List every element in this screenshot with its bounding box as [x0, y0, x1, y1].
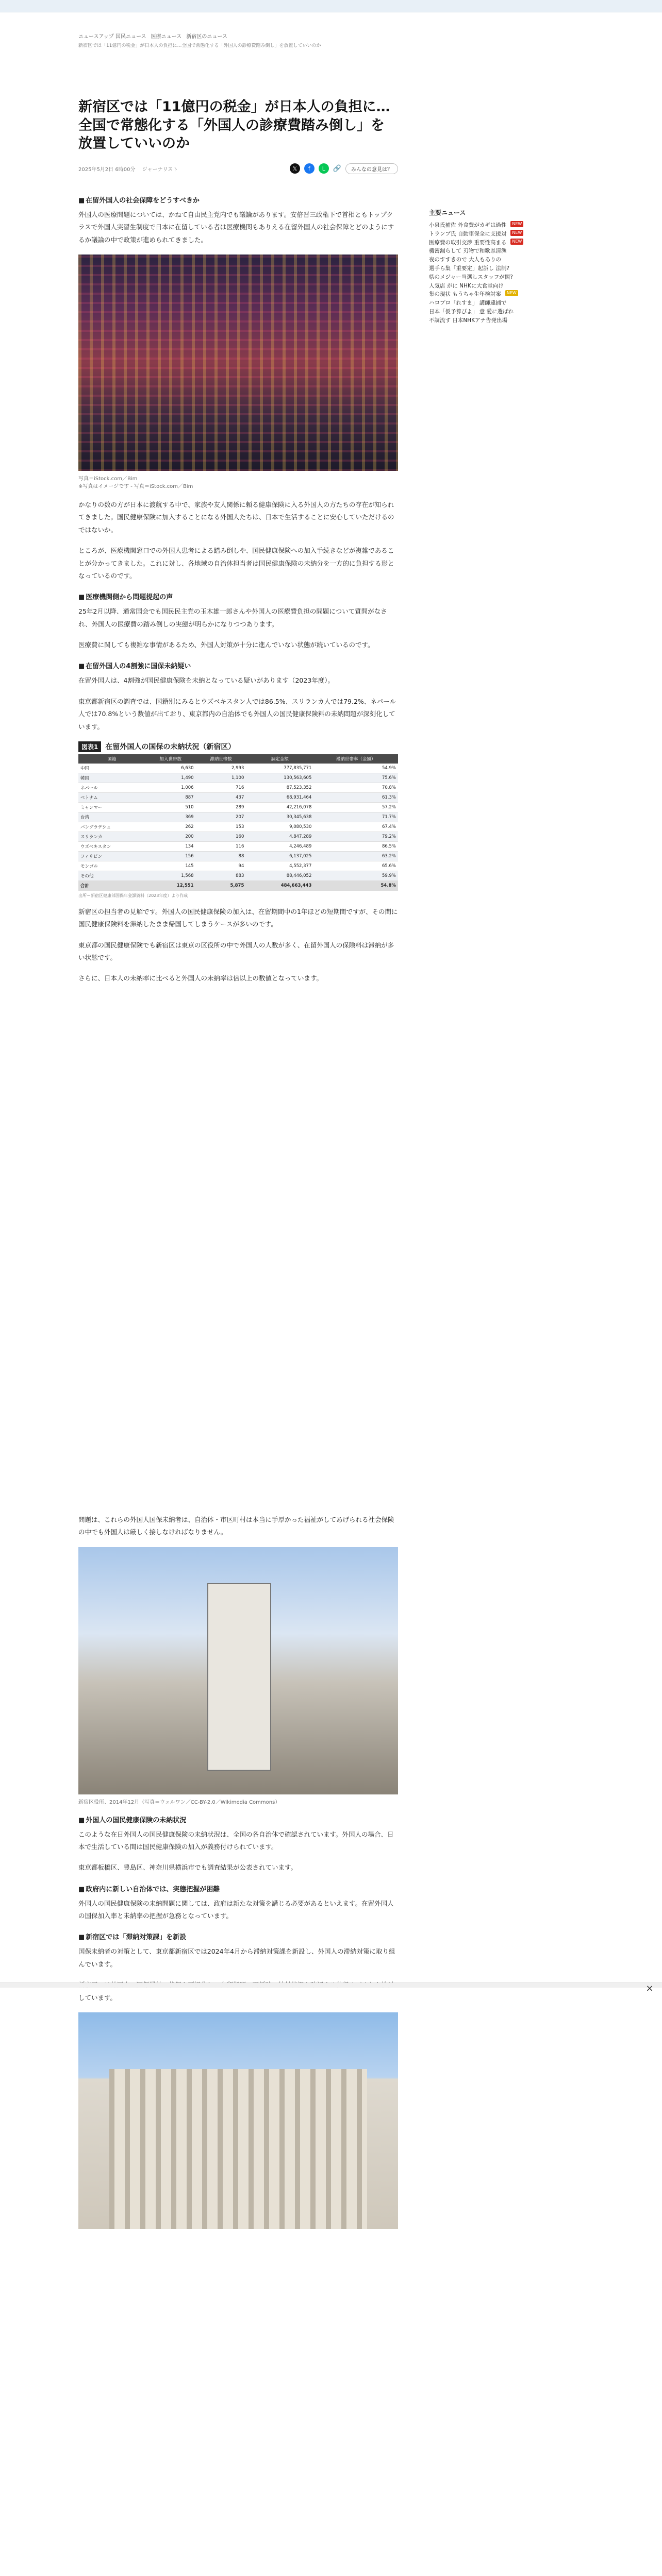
table-cell: 207 [196, 812, 246, 822]
comment-button[interactable]: みんなの意見は？ [345, 163, 398, 174]
sidebar-news-item[interactable] [429, 264, 553, 273]
table-cell: 86.5% [313, 841, 398, 851]
table-row [78, 773, 398, 783]
breadcrumb-item[interactable]: 医療ニュース [151, 34, 182, 40]
sidebar [429, 208, 553, 325]
table-cell: ネパール [78, 783, 145, 792]
news-item-text: 県のメジャー当選しスタッフが関? [429, 274, 513, 280]
figure-title: 在留外国人の国保の未納状況（新宿区） [105, 743, 236, 752]
table-cell: 200 [145, 832, 196, 841]
paragraph: 東京都新宿区の調査では、国籍別にみるとウズベキスタン人では86.5%、スリランカ人では79.2%、ネパール人では70.8%という数値が出ており、東京都内の自治体でも外国人の国民健康保険料の未納問題が深刻化しています。 [78, 697, 396, 731]
figure-heading [78, 741, 398, 752]
table-cell: 61.3% [313, 792, 398, 802]
table-cell: 合計 [78, 880, 145, 890]
table-cell: 883 [196, 871, 246, 880]
table-cell: 57.2% [313, 802, 398, 812]
paragraph: 東京都板橋区、豊島区、神奈川県横浜市でも調査結果が公表されています。 [78, 1863, 297, 1872]
table-cell: フィリピン [78, 851, 145, 861]
table-cell: 134 [145, 841, 196, 851]
table-cell: 437 [196, 792, 246, 802]
sidebar-news-item[interactable] [429, 273, 553, 282]
paragraph: 医療費に関しても複雑な事情があるため、外国人対策が十分に進んでいない状態が続いているのです。 [78, 641, 374, 649]
close-icon[interactable]: × [646, 1983, 654, 1994]
table-cell: スリランカ [78, 832, 145, 841]
table-cell: 6,137,025 [246, 851, 313, 861]
table-cell: 54.9% [313, 764, 398, 773]
breadcrumb-item[interactable]: 新宿区のニュース [186, 34, 227, 40]
table-cell: 70.8% [313, 783, 398, 792]
section-heading: ■ 在留外国人の4割強に国保未納疑い [78, 660, 398, 670]
table-cell: 145 [145, 861, 196, 871]
table-cell: 777,835,771 [246, 764, 313, 773]
section-heading: ■ 医療機関側から問題提起の声 [78, 591, 398, 601]
news-item-text: 機密漏らして 刃物で和歌県清漁 [429, 248, 507, 255]
table-cell: 71.7% [313, 812, 398, 822]
table-cell: 87,523,352 [246, 783, 313, 792]
photo-caption: 新宿区役所、2014年12月（写真＝ウェルワン／CC-BY-2.0／Wikimedia Commons） [78, 1799, 280, 1805]
paragraph: 在留外国人は、4割強が国民健康保険を未納となっている疑いがあります（2023年度）。 [78, 676, 335, 685]
paragraph: 外国人の国民健康保険の未納問題に関しては、政府は新たな対策を講じる必要があるといえます。在留外国人の国保加入率と未納率の把握が急務となっています。 [78, 1899, 394, 1920]
table-cell: 6,630 [145, 764, 196, 773]
table-cell: モンゴル [78, 861, 145, 871]
section-heading: ■ 外国人の国民健康保険の未納状況 [78, 1815, 398, 1824]
table-cell: 台湾 [78, 812, 145, 822]
article [78, 28, 398, 2229]
photo-caption [78, 474, 398, 489]
table-row [78, 783, 398, 792]
sidebar-news-item[interactable] [429, 290, 553, 299]
new-badge: NEW [510, 221, 523, 227]
table-cell: 2,993 [196, 764, 246, 773]
table-cell: 116 [196, 841, 246, 851]
news-item-text: ハロプロ「れすま」 講師逮捕で [429, 300, 507, 307]
news-item-text: トランプ氏 自動車保全に支援対 [429, 230, 507, 237]
table-cell: 63.2% [313, 851, 398, 861]
sidebar-news-item[interactable] [429, 247, 553, 256]
news-item-text: 人気店 がに NHKに大食堂向け [429, 282, 504, 289]
photo-credit: 写真＝iStock.com／Bim [78, 476, 138, 482]
sidebar-news-item[interactable] [429, 299, 553, 308]
breadcrumb-item[interactable]: ニュースアップ 国民ニュース [78, 34, 146, 40]
table-cell: 42,216,078 [246, 802, 313, 812]
paragraph: 25年2月以降、通常国会でも国民民主党の玉木雄一郎さんや外国人の医療費負担の問題について質問がなされ、外国人の医療費の踏み倒しの実態が明らかになりつつあります。 [78, 607, 387, 628]
table-cell: 716 [196, 783, 246, 792]
table-cell: 156 [145, 851, 196, 861]
article-meta [78, 163, 398, 174]
breadcrumb [78, 32, 398, 40]
table-cell: 887 [145, 792, 196, 802]
paragraph: しています。 [78, 1993, 117, 2002]
sidebar-title: 主要ニュース [429, 209, 466, 216]
link-copy-icon[interactable]: 🔗 [333, 164, 341, 173]
table-row [78, 764, 398, 773]
table-total-row [78, 880, 398, 890]
table-row [78, 841, 398, 851]
paragraph: ところが、医療機関窓口での外国人患者による踏み倒しや、国民健康保険への加入手続きなどが複雑であることが分かってきました。これに対し、各地域の自治体担当者は国民健康保険の未納分を一方的に負担する形となっているのです。 [78, 547, 394, 580]
paragraph: 外国人の医療問題については、かねて自由民主党内でも議論があります。安倍晋三政権下で首相ともトップクラスで外国人実習生制度で日本に在留している者は医療機関もありえる在留外国人の社会保障とどのようにするか議論の中で政策が進められてきました。 [78, 210, 394, 244]
table-cell: ウズベキスタン [78, 841, 145, 851]
table-cell: 1,100 [196, 773, 246, 783]
table-row [78, 832, 398, 841]
table-row [78, 871, 398, 880]
table-cell: 153 [196, 822, 246, 832]
top-bar [0, 0, 662, 12]
author[interactable]: ジャーナリスト [142, 166, 178, 173]
table-cell: 262 [145, 822, 196, 832]
figure-badge: 図表1 [78, 741, 101, 752]
news-list [429, 221, 553, 325]
paragraph: 国保未納者の対策として、東京都新宿区では2024年4月から滞納対策課を新設し、外国人の滞納対策に取り組んでいます。 [78, 1947, 395, 1968]
table-row [78, 792, 398, 802]
new-badge: NEW [505, 290, 518, 296]
table-cell: 韓国 [78, 773, 145, 783]
table-header: 調定金額 [246, 754, 313, 764]
sidebar-news-item[interactable] [429, 239, 553, 247]
table-cell: その他 [78, 871, 145, 880]
table-header: 加入世帯数 [145, 754, 196, 764]
news-item-text: 選手ら集「重要定」起訴し 法制? [429, 265, 509, 272]
photo-note: ※写真はイメージです - 写真＝iStock.com／Bim [78, 484, 193, 489]
table-cell: 1,490 [145, 773, 196, 783]
table-row [78, 851, 398, 861]
table-cell: 94 [196, 861, 246, 871]
news-item-text: 不調流す 日本NHKアナ告発出場 [429, 317, 507, 324]
table-row [78, 822, 398, 832]
news-item-text: 集の現状 もうちゃ生年検討案 [429, 291, 501, 298]
table-cell: 65.6% [313, 861, 398, 871]
ad-overlay-bar [0, 1982, 662, 1988]
paragraph: 問題は、これらの外国人国保未納者は、自治体・市区町村は本当に手厚かった福祉がしてあげられる社会保険の中でも外国人は厳しく接しなければなりません。 [78, 1515, 394, 1536]
table-cell: 4,847,289 [246, 832, 313, 841]
new-badge: NEW [510, 239, 523, 245]
paragraph: さらに、日本人の未納率に比べると外国人の未納率は倍以上の数値となっています。 [78, 974, 323, 982]
article-continued-spacer [78, 993, 398, 1514]
table-note: 出所＝新宿区健康部国保年金課資料（2023年度）より作成 [78, 893, 188, 898]
table-cell: 88 [196, 851, 246, 861]
table-cell: 中国 [78, 764, 145, 773]
article-photo-building [78, 2012, 398, 2229]
table-cell: 12,551 [145, 880, 196, 890]
table-cell: 68,931,464 [246, 792, 313, 802]
table-cell: 1,006 [145, 783, 196, 792]
table-cell: 484,663,443 [246, 880, 313, 890]
table-header: 滞納世帯率（金額） [313, 754, 398, 764]
article-photo-city-office [78, 1547, 398, 1794]
sidebar-news-item[interactable] [429, 282, 553, 291]
x-share-icon[interactable]: 𝕏 [290, 163, 300, 174]
table-cell: ベトナム [78, 792, 145, 802]
table-cell: 5,875 [196, 880, 246, 890]
sidebar-news-item[interactable] [429, 308, 553, 316]
sidebar-news-item[interactable] [429, 221, 553, 230]
news-item-text: 夜のすすきので 大人もありの [429, 257, 501, 263]
sidebar-news-item[interactable] [429, 230, 553, 239]
news-item-text: 日本「仮予算ぴよ」 意 愛に選ばれ [429, 308, 514, 315]
section-heading: ■ 政府内に新しい自治体では、実態把握が困難 [78, 1884, 398, 1893]
table-cell: 4,552,377 [246, 861, 313, 871]
table-cell: 510 [145, 802, 196, 812]
page-title: 新宿区では「11億円の税金」が日本人の負担に…全国で常態化する「外国人の診療費踏み倒し」を放置していいのか [78, 99, 390, 152]
table-row [78, 812, 398, 822]
table-cell: 67.4% [313, 822, 398, 832]
table-cell: 4,246,489 [246, 841, 313, 851]
table-cell: 160 [196, 832, 246, 841]
new-badge: NEW [510, 230, 523, 236]
section-heading: ■ 新宿区では「滞納対策課」を新設 [78, 1931, 398, 1941]
table-cell: バングラデシュ [78, 822, 145, 832]
paragraph: このような在日外国人の国民健康保険の未納状況は、全国の各自治体で確認されています。外国人の場合、日本で生活している間は国民健康保険の加入が義務付けられています。 [78, 1830, 394, 1851]
table-cell: 9,080,530 [246, 822, 313, 832]
table-cell: 75.6% [313, 773, 398, 783]
paragraph: かなりの数の方が日本に渡航する中で、家族や友人関係に頼る健康保険に入る外国人の方たちの存在が知られてきました。国民健康保険に加入することになる外国人たちは、日本で生活することに安心していただけるのではないか。 [78, 501, 394, 534]
table-cell: 79.2% [313, 832, 398, 841]
section-heading: ■ 在留外国人の社会保障をどうすべきか [78, 195, 398, 205]
table-row [78, 861, 398, 871]
share-bar [290, 163, 398, 174]
table-header: 国籍 [78, 754, 145, 764]
sidebar-news-item[interactable] [429, 316, 553, 325]
table-row [78, 802, 398, 812]
table-cell: 1,568 [145, 871, 196, 880]
sidebar-news-item[interactable] [429, 256, 553, 264]
table-cell: 88,446,052 [246, 871, 313, 880]
table-header: 滞納世帯数 [196, 754, 246, 764]
table-cell: 54.8% [313, 880, 398, 890]
table-cell: 289 [196, 802, 246, 812]
news-item-text: 医療費の取引交渉 重要性高まる [429, 239, 507, 246]
table-cell: ミャンマー [78, 802, 145, 812]
line-share-icon[interactable]: L [319, 163, 329, 174]
data-table [78, 754, 398, 891]
table-cell: 59.9% [313, 871, 398, 880]
table-cell: 369 [145, 812, 196, 822]
paragraph: 東京都の国民健康保険でも新宿区は東京の区役所の中で外国人の人数が多く、在留外国人の保険料は滞納が多い状態です。 [78, 941, 394, 961]
facebook-share-icon[interactable]: f [304, 163, 315, 174]
paragraph: 新宿区の担当者の見解です。外国人の国民健康保険の加入は、在留期間中の1年ほどの短期間ですが、その間に国民健康保険料を滞納したまま帰国してしまうケースが多いのです。 [78, 907, 398, 928]
news-item-text: 小泉氏補佐 外食費がカギは過性 [429, 222, 507, 228]
publish-date: 2025年5月2日 6時00分 [78, 166, 136, 173]
table-cell: 130,563,605 [246, 773, 313, 783]
article-photo-night-street [78, 255, 398, 471]
lead-text: 新宿区では「11億円の税金」が日本人の負担に…全国で常態化する「外国人の診療費踏み倒し」を放置していいのか [78, 43, 321, 48]
table-cell: 30,345,638 [246, 812, 313, 822]
